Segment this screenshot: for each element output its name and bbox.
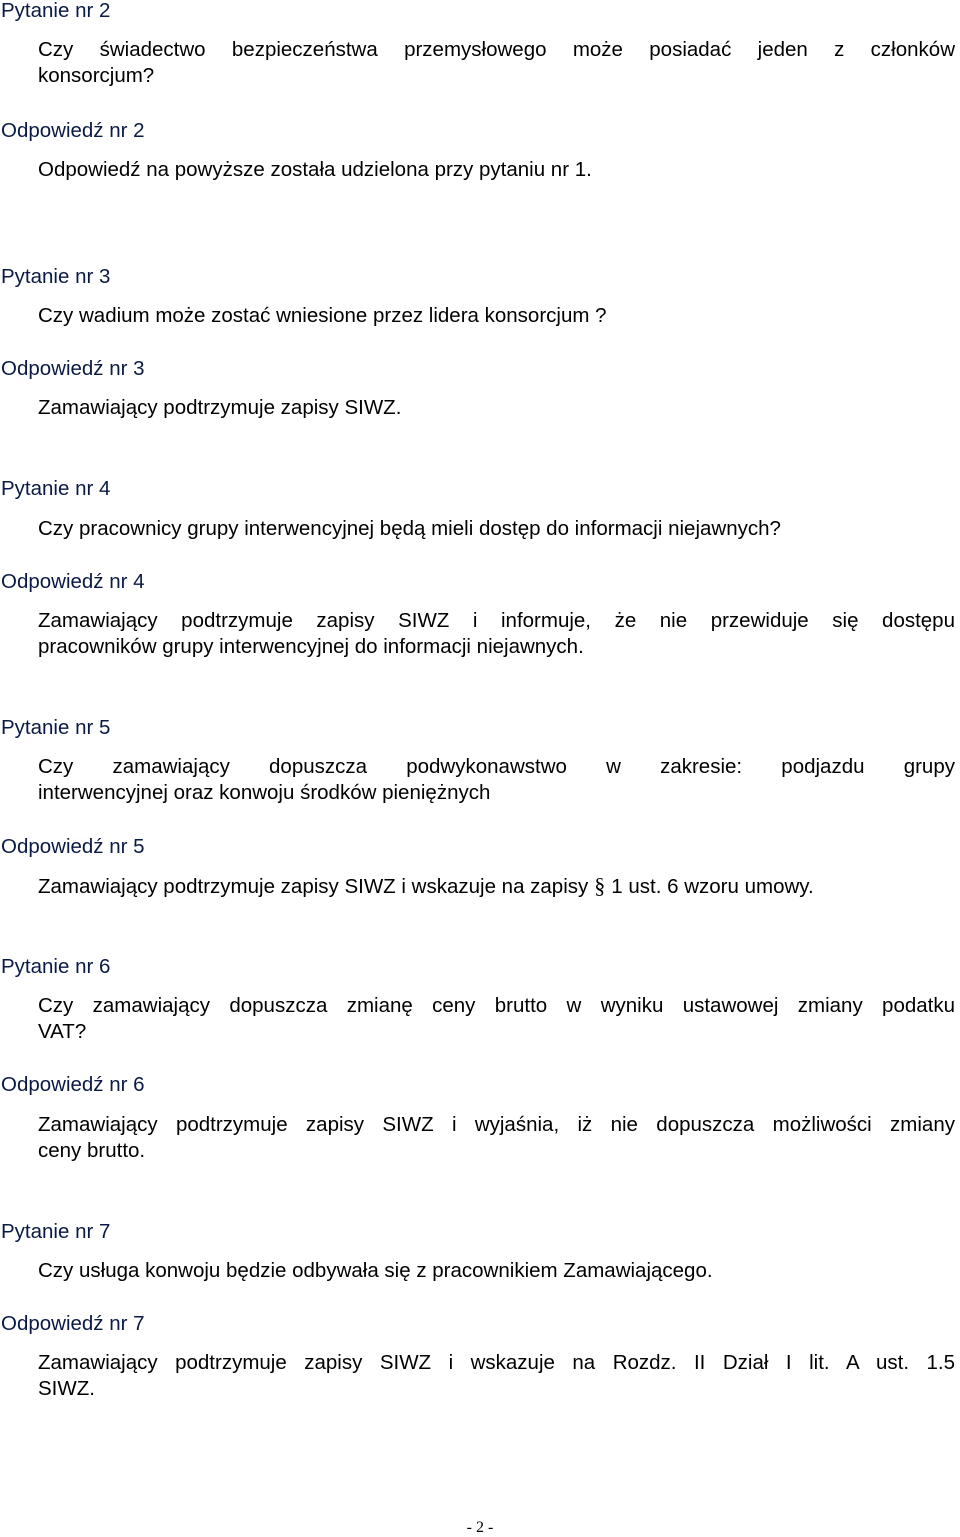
answer-text: Zamawiający podtrzymuje zapisy SIWZ. bbox=[38, 396, 402, 419]
answer-heading: Odpowiedź nr 7 bbox=[1, 1312, 145, 1335]
answer-heading: Odpowiedź nr 3 bbox=[1, 357, 145, 380]
answer-text: Zamawiający podtrzymuje zapisy SIWZ i wyjaśnia, iż nie dopuszcza możliwości zmiany bbox=[38, 1113, 955, 1136]
answer-text: SIWZ. bbox=[38, 1377, 95, 1400]
answer-text-part: 1 ust. 6 wzoru umowy. bbox=[611, 875, 814, 898]
answer-heading: Odpowiedź nr 6 bbox=[1, 1073, 145, 1096]
answer-heading: Odpowiedź nr 5 bbox=[1, 835, 145, 858]
question-text: VAT? bbox=[38, 1020, 87, 1043]
question-heading: Pytanie nr 6 bbox=[1, 955, 111, 978]
answer-text: Odpowiedź na powyższe została udzielona przy pytaniu nr 1. bbox=[38, 158, 592, 181]
question-text: Czy zamawiający dopuszcza zmianę ceny brutto w wyniku ustawowej zmiany podatku bbox=[38, 994, 955, 1017]
question-text: Czy pracownicy grupy interwencyjnej będą mieli dostęp do informacji niejawnych? bbox=[38, 517, 781, 540]
answer-heading: Odpowiedź nr 4 bbox=[1, 570, 145, 593]
page-number: - 2 - bbox=[466, 1519, 494, 1536]
answer-text: ceny brutto. bbox=[38, 1139, 146, 1162]
question-text: Czy usługa konwoju będzie odbywała się z pracownikiem Zamawiającego. bbox=[38, 1259, 713, 1282]
answer-text bbox=[38, 873, 814, 900]
question-text: interwencyjnej oraz konwoju środków pieniężnych bbox=[38, 781, 491, 804]
question-text: Czy zamawiający dopuszcza podwykonawstwo w zakresie: podjazdu grupy bbox=[38, 755, 955, 778]
answer-text: Zamawiający podtrzymuje zapisy SIWZ i wskazuje na Rozdz. II Dział I lit. A ust. 1.5 bbox=[38, 1351, 955, 1374]
question-heading: Pytanie nr 3 bbox=[1, 265, 111, 288]
question-heading: Pytanie nr 5 bbox=[1, 716, 111, 739]
question-heading: Pytanie nr 7 bbox=[1, 1220, 111, 1243]
question-text: Czy świadectwo bezpieczeństwa przemysłowego może posiadać jeden z członków bbox=[38, 38, 955, 61]
answer-heading: Odpowiedź nr 2 bbox=[1, 119, 145, 142]
answer-text-part: Zamawiający podtrzymuje zapisy SIWZ i wskazuje na zapisy bbox=[38, 875, 589, 898]
question-text: Czy wadium może zostać wniesione przez lidera konsorcjum ? bbox=[38, 304, 607, 327]
question-heading: Pytanie nr 2 bbox=[1, 0, 111, 22]
answer-text: Zamawiający podtrzymuje zapisy SIWZ i informuje, że nie przewiduje się dostępu bbox=[38, 609, 955, 632]
question-text: konsorcjum? bbox=[38, 64, 155, 87]
section-symbol: § bbox=[594, 873, 606, 898]
answer-text: pracowników grupy interwencyjnej do informacji niejawnych. bbox=[38, 635, 584, 658]
question-heading: Pytanie nr 4 bbox=[1, 477, 111, 500]
